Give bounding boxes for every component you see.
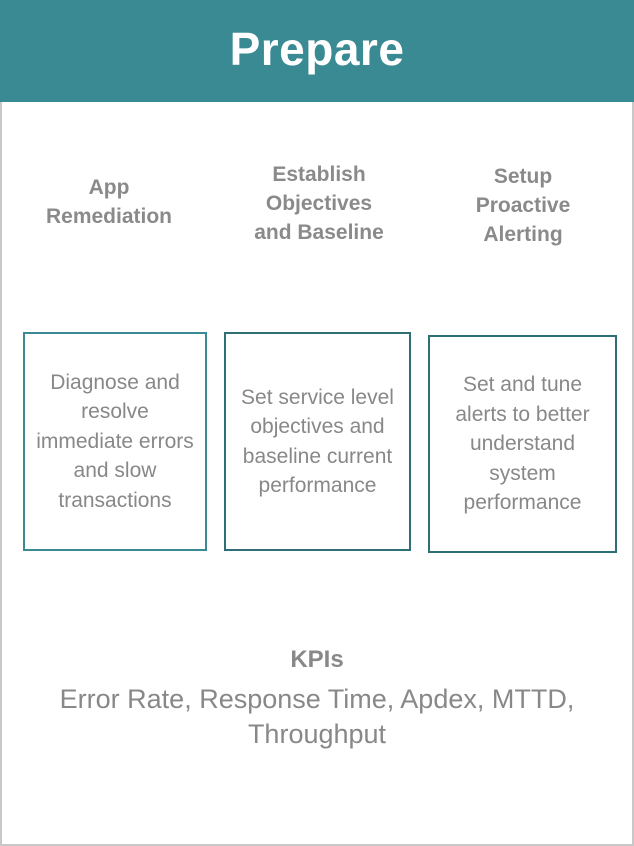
box-setup-alerting (428, 335, 617, 553)
page-title: Prepare (229, 23, 405, 75)
heading-establish-objectives-line1: Establish (272, 163, 366, 186)
box-app-remediation-text: Diagnose and resolve immediate errors and slow transactions (36, 370, 194, 512)
heading-app-remediation-line2: Remediation (45, 205, 173, 228)
heading-setup-alerting-line1: Setup (493, 165, 553, 188)
kpi-title: KPIs (290, 646, 344, 673)
box-app-remediation (23, 332, 207, 551)
heading-setup-alerting-line3: Alerting (483, 223, 563, 246)
box-establish-objectives (224, 332, 411, 551)
heading-setup-alerting (428, 162, 618, 249)
heading-establish-objectives (224, 160, 414, 247)
heading-establish-objectives-line2: Objectives (265, 192, 373, 215)
heading-setup-alerting-line2: Proactive (475, 194, 571, 217)
header-banner (0, 0, 634, 102)
kpi-list: Error Rate, Response Time, Apdex, MTTD, Throughput (59, 684, 575, 749)
box-setup-alerting-text: Set and tune alerts to better understand system performance (455, 373, 590, 515)
heading-app-remediation-line1: App (88, 176, 130, 199)
heading-establish-objectives-line3: and Baseline (254, 221, 384, 244)
heading-app-remediation (14, 173, 204, 231)
box-establish-objectives-text: Set service level objectives and baseline current performance (241, 385, 394, 497)
